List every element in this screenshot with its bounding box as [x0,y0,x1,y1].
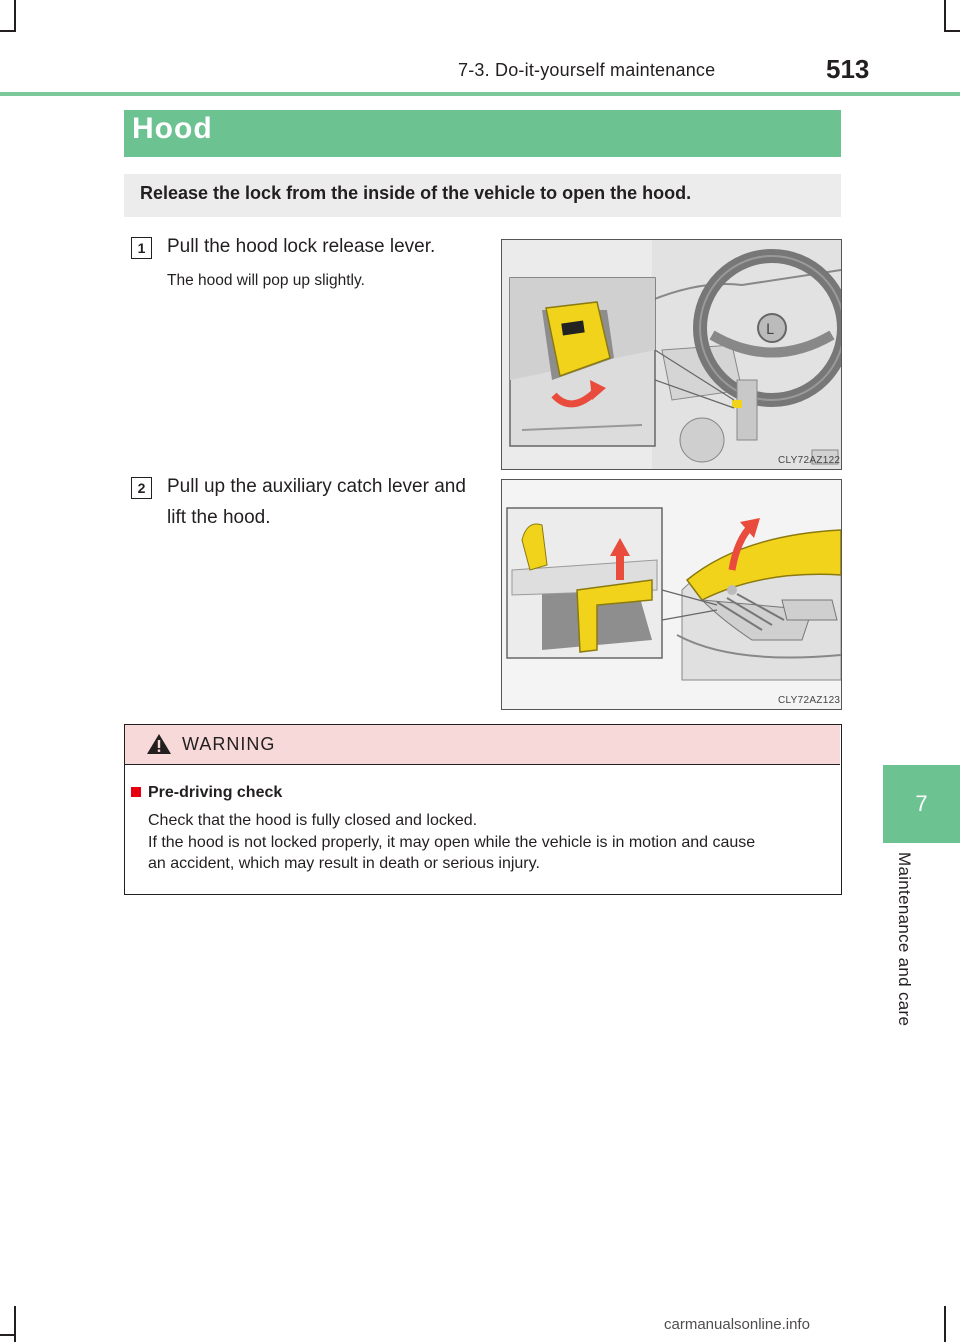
chapter-tab[interactable]: 7 [883,765,960,843]
crop-mark-top-right-v [944,0,946,30]
figure-2-code: CLY72AZ123 [778,695,841,706]
step-2-badge: 2 [131,477,152,499]
chapter-title: Maintenance and care [895,852,914,1027]
page-number: 513 [826,54,870,84]
crop-mark-top-right-h [944,30,960,32]
step-2-text-line1: Pull up the auxiliary catch lever and [167,476,466,497]
crop-mark-bottom-left-h [0,1334,16,1336]
svg-text:L: L [766,322,774,338]
warning-line-3: an accident, which may result in death or serious injury. [148,855,540,872]
crop-mark-bottom-right-v [944,1306,946,1342]
header-rule [0,92,960,96]
auxiliary-catch-illustration [502,480,841,709]
crop-mark-top-left-h [0,30,16,32]
warning-triangle-icon [146,733,172,755]
step-1-subtext: The hood will pop up slightly. [167,272,365,289]
warning-line-1: Check that the hood is fully closed and locked. [148,812,478,829]
step-1-text: Pull the hood lock release lever. [167,236,436,257]
warning-bullet-icon [131,787,141,797]
crop-mark-top-left-v [14,0,16,30]
page-title: Hood [132,112,213,145]
hood-release-illustration [502,240,841,469]
section-header: 7-3. Do-it-yourself maintenance [458,60,716,80]
figure-auxiliary-catch [501,479,842,710]
warning-title: WARNING [182,734,276,754]
watermark-text: carmanualsonline.info [664,1316,810,1333]
step-2-text-line2: lift the hood. [167,507,271,528]
warning-subtitle: Pre-driving check [148,784,283,801]
intro-text: Release the lock from the inside of the vehicle to open the hood. [140,183,692,203]
figure-hood-release-lever [501,239,842,470]
warning-line-2: If the hood is not locked properly, it may open while the vehicle is in motion and cause [148,834,756,851]
step-1-badge: 1 [131,237,152,259]
figure-1-code: CLY72AZ122 [778,455,841,466]
title-bar [124,110,841,157]
crop-mark-bottom-left-v [14,1306,16,1342]
